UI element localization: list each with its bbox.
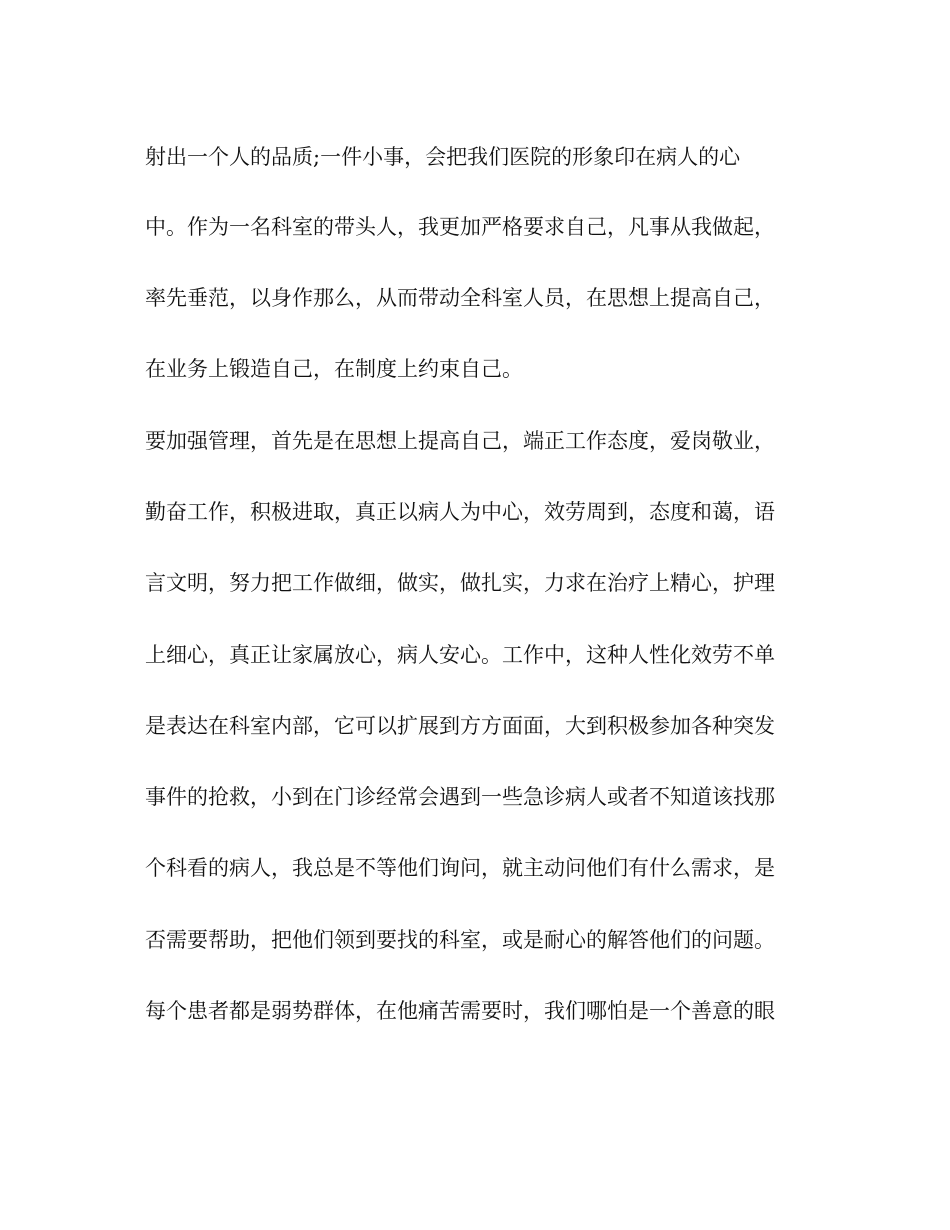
text-line: 勤奋工作，积极进取，真正以病人为中心，效劳周到，态度和蔼，语 xyxy=(145,500,775,524)
text-line: 上细心，真正让家属放心，病人安心。工作中，这种人性化效劳不单 xyxy=(145,643,775,667)
text-line: 每个患者都是弱势群体，在他痛苦需要时，我们哪怕是一个善意的眼 xyxy=(145,999,775,1023)
text-line: 是表达在科室内部，它可以扩展到方方面面，大到积极参加各种突发 xyxy=(145,714,775,738)
text-line: 言文明，努力把工作做细，做实，做扎实，力求在治疗上精心，护理 xyxy=(145,571,775,595)
text-line: 中。作为一名科室的带头人，我更加严格要求自己，凡事从我做起， xyxy=(145,215,775,239)
text-line: 事件的抢救，小到在门诊经常会遇到一些急诊病人或者不知道该找那 xyxy=(145,785,775,809)
text-line: 率先垂范，以身作那么，从而带动全科室人员，在思想上提高自己， xyxy=(145,286,775,310)
text-line: 在业务上锻造自己，在制度上约束自己。 xyxy=(145,357,523,381)
text-line: 个科看的病人，我总是不等他们询问，就主动问他们有什么需求，是 xyxy=(145,856,775,880)
text-line: 要加强管理，首先是在思想上提高自己，端正工作态度，爱岗敬业， xyxy=(145,429,775,453)
text-line: 否需要帮助，把他们领到要找的科室，或是耐心的解答他们的问题。 xyxy=(145,928,775,952)
text-line: 射出一个人的品质;一件小事，会把我们医院的形象印在病人的心 xyxy=(145,145,741,169)
